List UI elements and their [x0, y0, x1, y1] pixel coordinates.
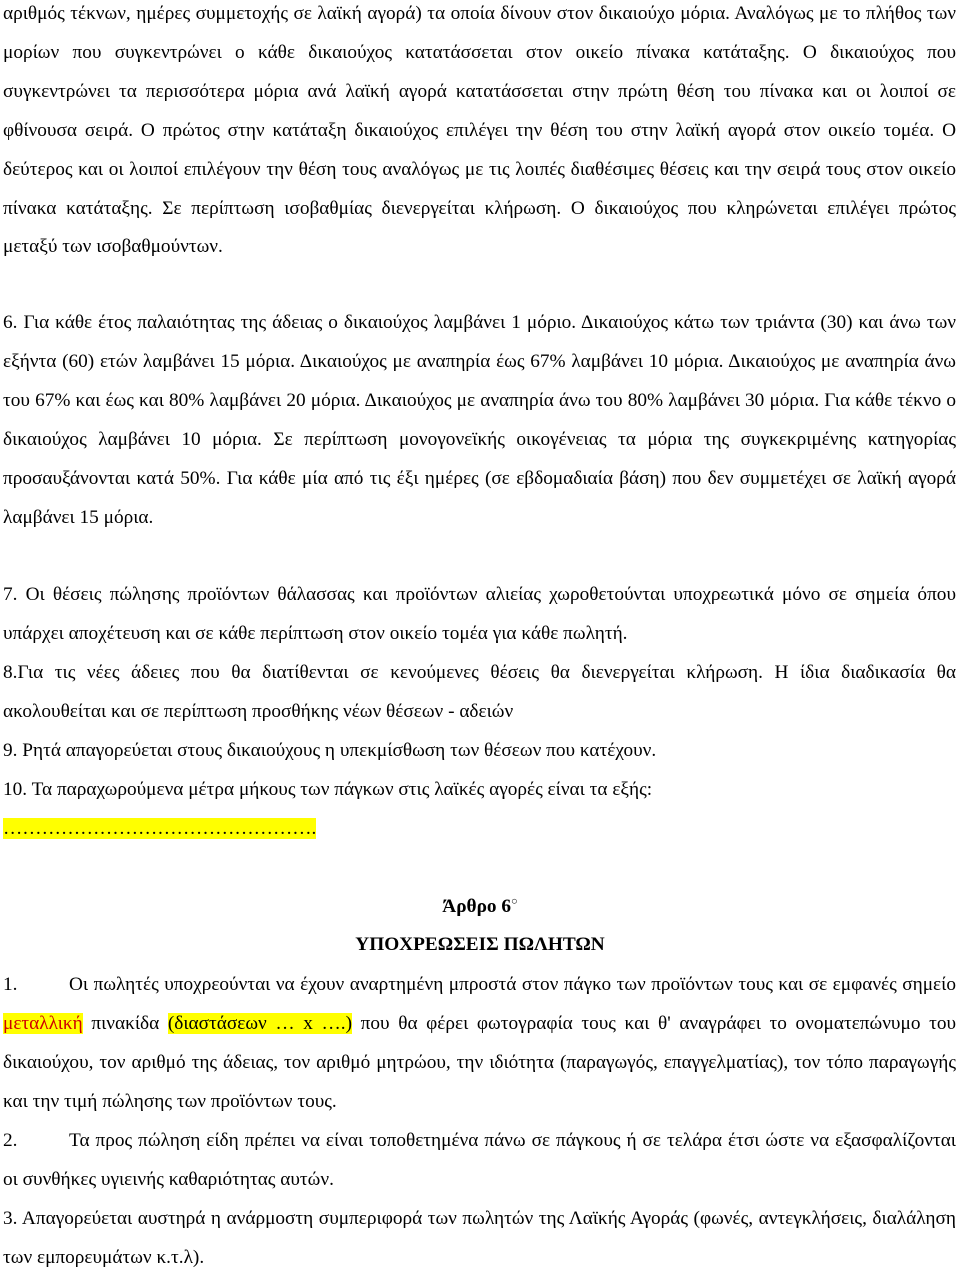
- dimensions-highlight: (διαστάσεων … x ….): [167, 1012, 353, 1034]
- item-6-text: 6. Για κάθε έτος παλαιότητας της άδειας ο δικαιούχος λαμβάνει 1 μόριο. Δικαιούχος κάτω των τριάντα (30) και άνω των εξήντα (60) ετών λαμβάνει 15 μόρια. Δικαιούχος με αναπηρία έως 67% λαμβάνει 10 μόρια. Δικαιούχος με αναπηρία άνω του 67% και έως και 80% λαμβάνει 20 μόρια. Δικαιούχος με αναπηρία άνω του 80% λαμβάνει 30 μόρια. Για κάθε τέκνο ο δικαιούχος λαμβάνει 10 μόρια. Σε περίπτωση μονογονεϊκής οικογένειας τα μόρια της συγκεκριμένης κατηγορίας προσαυξάνονται κατά 50%. Για κάθε μία από τις έξι ημέρες (σε εβδομαδιαία βάση) που δεν συμμετέχει σε λαϊκή αγορά λαμβάνει 15 μόρια.: [3, 312, 956, 528]
- obligation-2-text: Τα προς πώληση είδη πρέπει να είναι τοποθετημένα πάνω σε πάγκους ή σε τελάρα έτσι ώστε να εξασφαλίζονται οι συνθήκες υγιεινής καθαριότητας αυτών.: [3, 1130, 956, 1190]
- obligation-1: [0, 966, 960, 1122]
- obligation-3-text: 3. Απαγορεύεται αυστηρά η ανάρμοστη συμπεριφορά των πωλητών της Λαϊκής Αγοράς (φωνές, αντεγκλήσεις, διαλάληση των εμπορευμάτων κ.τ.λ).: [3, 1208, 956, 1268]
- item-9-text: 9. Ρητά απαγορεύεται στους δικαιούχους η υπεκμίσθωση των θέσεων που κατέχουν.: [3, 740, 657, 761]
- item-8-text: 8.Για τις νέες άδειες που θα διατίθενται σε κενούμενες θέσεις θα διενεργείται κλήρωση. Η ίδια διαδικασία θα ακολουθείται και σε περίπτωση προσθήκης νέων θέσεων - αδειών: [3, 662, 956, 722]
- top-paragraph-text: αριθμός τέκνων, ημέρες συμμετοχής σε λαϊκή αγορά) τα οποία δίνουν στον δικαιούχο μόρια. Αναλόγως με το πλήθος των μορίων που συγκεντρώνει ο κάθε δικαιούχος κατατάσσεται στον οικείο πίνακα κατάταξης. Ο δικαιούχος που συγκεντρώνει τα περισσότερα μόρια ανά λαϊκή αγορά κατατάσσεται στην πρώτη θέση του πίνακα και οι λοιποί σε φθίνουσα σειρά. Ο πρώτος στην κατάταξη δικαιούχος επιλέγει την θέση του στην λαϊκή αγορά στον οικείο τομέα. Ο δεύτερος και οι λοιποί επιλέγουν την θέση τους αναλόγως με τις λοιπές διαθέσιμες θέσεις και την σειρά τους στον οικείο πίνακα κατάταξης. Σε περίπτωση ισοβαθμίας διενεργείται κλήρωση. Ο δικαιούχος που κληρώνεται επιλέγει πρώτος μεταξύ των ισοβαθμούντων.: [3, 3, 956, 258]
- obligation-1-text-b: πινακίδα: [91, 1012, 160, 1034]
- item-8: [0, 654, 960, 732]
- obligation-2-number: 2.: [3, 1130, 18, 1151]
- obligation-2: [0, 1122, 960, 1200]
- placeholder-dots: ………………………………………….: [3, 818, 317, 839]
- item-10: [0, 771, 960, 810]
- obligation-3: [0, 1200, 960, 1278]
- degree-sign: ○: [511, 895, 518, 908]
- item-10-text: 10. Τα παραχωρούμενα μέτρα μήκους των πάγκων στις λαϊκές αγορές είναι τα εξής:: [3, 779, 653, 800]
- obligation-1-number: 1.: [3, 974, 18, 995]
- top-paragraph: [0, 0, 960, 267]
- placeholder-line: [0, 810, 960, 849]
- article-title-text: Άρθρο 6: [442, 896, 512, 917]
- obligation-1-text-c: που θα φέρει φωτογραφία τους και θ' αναγράφει το ονοματεπώνυμο του δικαιούχου, τον αριθμό της άδειας, τον αριθμό μητρώου, την ιδιότητα (παραγωγός, επαγγελματίας), τον τόπο παραγωγής και την τιμή πώλησης των προϊόντων τους.: [3, 1012, 957, 1112]
- item-6: [0, 304, 960, 537]
- item-7-text: 7. Οι θέσεις πώλησης προϊόντων θάλασσας και προϊόντων αλιείας χωροθετούνται υποχρεωτικά μόνο σε σημεία όπου υπάρχει αποχέτευση και σε κάθε περίπτωση στον οικείο τομέα για κάθε πωλητή.: [3, 584, 956, 644]
- item-9: [0, 732, 960, 771]
- metal-highlight: μεταλλική: [3, 1012, 83, 1034]
- article-title: [0, 888, 960, 927]
- article-subtitle: ΥΠΟΧΡΕΩΣΕΙΣ ΠΩΛΗΤΩΝ: [355, 934, 605, 955]
- item-7: [0, 576, 960, 654]
- obligation-1-text-a: Οι πωλητές υποχρεούνται να έχουν αναρτημένη μπροστά στον πάγκο των προϊόντων τους και σε εμφανές σημείο: [69, 974, 956, 995]
